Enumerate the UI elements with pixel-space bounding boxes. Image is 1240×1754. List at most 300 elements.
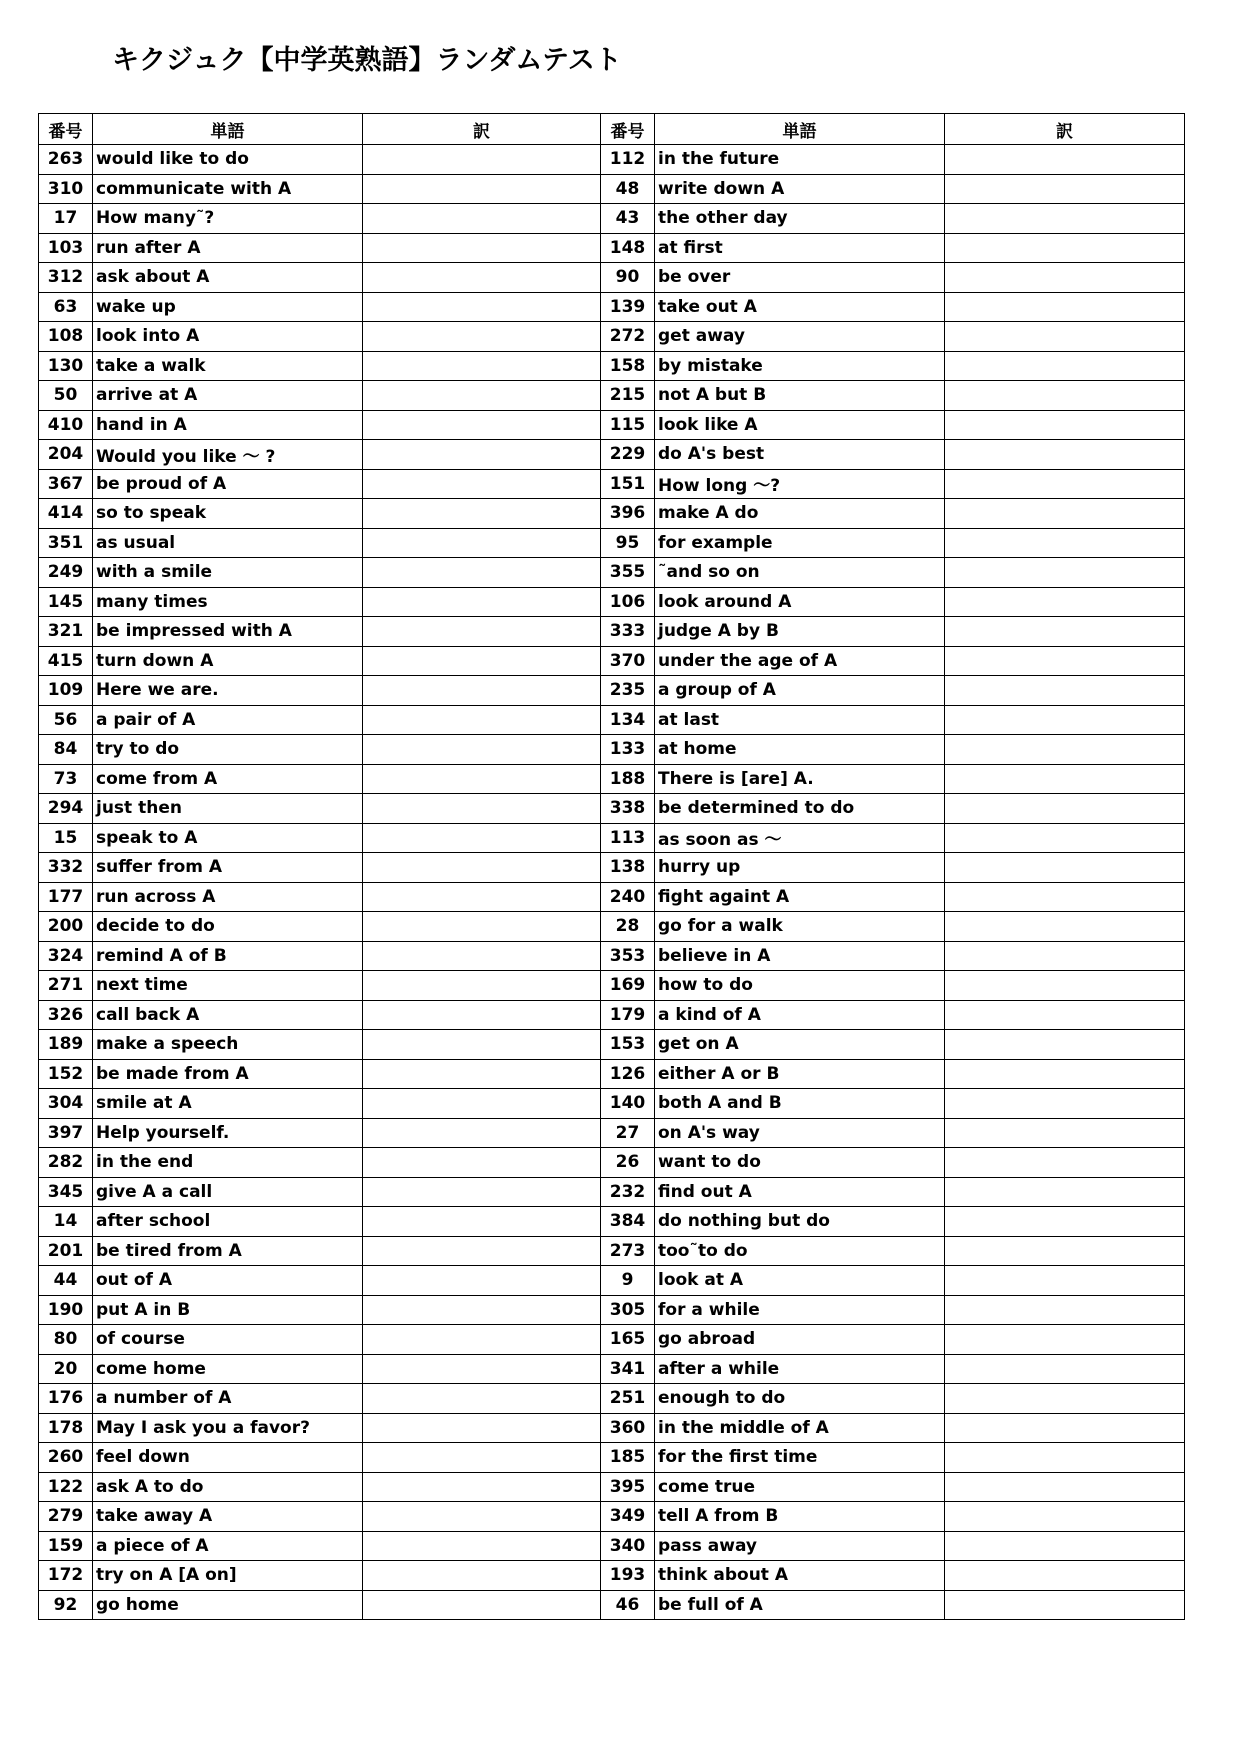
right-translation-cell[interactable] — [945, 1177, 1185, 1207]
right-number-cell: 140 — [601, 1089, 655, 1119]
left-number-cell: 20 — [39, 1354, 93, 1384]
left-number-cell: 14 — [39, 1207, 93, 1237]
right-phrase-cell: make A do — [655, 499, 945, 529]
left-number-cell: 159 — [39, 1531, 93, 1561]
left-phrase-cell: would like to do — [93, 145, 363, 175]
left-translation-cell[interactable] — [363, 351, 601, 381]
right-translation-cell[interactable] — [945, 233, 1185, 263]
right-translation-cell[interactable] — [945, 912, 1185, 942]
header-word-right: 単語 — [655, 114, 945, 145]
left-phrase-cell: be made from A — [93, 1059, 363, 1089]
right-number-cell: 148 — [601, 233, 655, 263]
right-translation-cell[interactable] — [945, 1089, 1185, 1119]
table-row — [39, 853, 1185, 883]
left-number-cell: 410 — [39, 410, 93, 440]
left-phrase-cell: Help yourself. — [93, 1118, 363, 1148]
left-number-cell: 190 — [39, 1295, 93, 1325]
left-phrase-cell: smile at A — [93, 1089, 363, 1119]
right-translation-cell[interactable] — [945, 1590, 1185, 1620]
left-translation-cell[interactable] — [363, 381, 601, 411]
right-number-cell: 240 — [601, 882, 655, 912]
right-translation-cell[interactable] — [945, 558, 1185, 588]
table-row — [39, 1384, 1185, 1414]
right-translation-cell[interactable] — [945, 1059, 1185, 1089]
left-translation-cell[interactable] — [363, 882, 601, 912]
left-phrase-cell: communicate with A — [93, 174, 363, 204]
left-number-cell: 345 — [39, 1177, 93, 1207]
right-translation-cell[interactable] — [945, 705, 1185, 735]
right-phrase-cell: in the future — [655, 145, 945, 175]
left-phrase-cell: wake up — [93, 292, 363, 322]
left-translation-cell[interactable] — [363, 1148, 601, 1178]
header-number-right: 番号 — [601, 114, 655, 145]
table-row — [39, 1443, 1185, 1473]
left-number-cell: 332 — [39, 853, 93, 883]
right-number-cell: 158 — [601, 351, 655, 381]
right-translation-cell[interactable] — [945, 1118, 1185, 1148]
right-phrase-cell: either A or B — [655, 1059, 945, 1089]
right-number-cell: 185 — [601, 1443, 655, 1473]
right-number-cell: 95 — [601, 528, 655, 558]
right-translation-cell[interactable] — [945, 1295, 1185, 1325]
left-translation-cell[interactable] — [363, 1502, 601, 1532]
left-number-cell: 109 — [39, 676, 93, 706]
left-translation-cell[interactable] — [363, 1531, 601, 1561]
table-row — [39, 351, 1185, 381]
table-row — [39, 1177, 1185, 1207]
left-phrase-cell: call back A — [93, 1000, 363, 1030]
left-phrase-cell: try to do — [93, 735, 363, 765]
left-number-cell: 200 — [39, 912, 93, 942]
left-phrase-cell: come home — [93, 1354, 363, 1384]
table-row — [39, 1472, 1185, 1502]
right-phrase-cell: believe in A — [655, 941, 945, 971]
left-translation-cell[interactable] — [363, 823, 601, 853]
left-translation-cell[interactable] — [363, 853, 601, 883]
right-translation-cell[interactable] — [945, 410, 1185, 440]
left-translation-cell[interactable] — [363, 1118, 601, 1148]
right-translation-cell[interactable] — [945, 882, 1185, 912]
right-translation-cell[interactable] — [945, 735, 1185, 765]
left-number-cell: 178 — [39, 1413, 93, 1443]
right-translation-cell[interactable] — [945, 853, 1185, 883]
page-title: キクジュク【中学英熟語】ランダムテスト — [112, 45, 622, 76]
right-number-cell: 115 — [601, 410, 655, 440]
vocabulary-test-table — [38, 113, 1185, 1620]
right-phrase-cell: ˜and so on — [655, 558, 945, 588]
table-row — [39, 941, 1185, 971]
right-translation-cell[interactable] — [945, 1000, 1185, 1030]
left-translation-cell[interactable] — [363, 764, 601, 794]
right-number-cell: 353 — [601, 941, 655, 971]
left-translation-cell[interactable] — [363, 1295, 601, 1325]
left-translation-cell[interactable] — [363, 1443, 601, 1473]
right-phrase-cell: get on A — [655, 1030, 945, 1060]
right-number-cell: 360 — [601, 1413, 655, 1443]
table-row — [39, 823, 1185, 853]
table-row — [39, 1354, 1185, 1384]
table-row — [39, 499, 1185, 529]
right-number-cell: 305 — [601, 1295, 655, 1325]
right-number-cell: 43 — [601, 204, 655, 234]
right-translation-cell[interactable] — [945, 941, 1185, 971]
left-number-cell: 84 — [39, 735, 93, 765]
right-translation-cell[interactable] — [945, 676, 1185, 706]
right-phrase-cell: after a while — [655, 1354, 945, 1384]
left-number-cell: 17 — [39, 204, 93, 234]
left-translation-cell[interactable] — [363, 292, 601, 322]
left-translation-cell[interactable] — [363, 1059, 601, 1089]
left-number-cell: 63 — [39, 292, 93, 322]
left-number-cell: 414 — [39, 499, 93, 529]
right-phrase-cell: for example — [655, 528, 945, 558]
right-phrase-cell: too˜to do — [655, 1236, 945, 1266]
right-translation-cell[interactable] — [945, 292, 1185, 322]
right-translation-cell[interactable] — [945, 1030, 1185, 1060]
table-row — [39, 263, 1185, 293]
right-phrase-cell: How long ～? — [655, 469, 945, 499]
left-phrase-cell: arrive at A — [93, 381, 363, 411]
right-number-cell: 9 — [601, 1266, 655, 1296]
left-phrase-cell: a pair of A — [93, 705, 363, 735]
left-translation-cell[interactable] — [363, 1030, 601, 1060]
right-phrase-cell: find out A — [655, 1177, 945, 1207]
right-translation-cell[interactable] — [945, 1561, 1185, 1591]
table-row — [39, 174, 1185, 204]
right-phrase-cell: for a while — [655, 1295, 945, 1325]
table-row — [39, 1413, 1185, 1443]
right-translation-cell[interactable] — [945, 587, 1185, 617]
right-number-cell: 370 — [601, 646, 655, 676]
left-translation-cell[interactable] — [363, 1177, 601, 1207]
table-row — [39, 292, 1185, 322]
right-number-cell: 272 — [601, 322, 655, 352]
left-translation-cell[interactable] — [363, 263, 601, 293]
left-number-cell: 249 — [39, 558, 93, 588]
left-translation-cell[interactable] — [363, 1000, 601, 1030]
right-translation-cell[interactable] — [945, 1384, 1185, 1414]
left-number-cell: 204 — [39, 440, 93, 470]
left-translation-cell[interactable] — [363, 794, 601, 824]
right-translation-cell[interactable] — [945, 1236, 1185, 1266]
right-translation-cell[interactable] — [945, 1472, 1185, 1502]
left-phrase-cell: ask A to do — [93, 1472, 363, 1502]
left-number-cell: 80 — [39, 1325, 93, 1355]
right-phrase-cell: judge A by B — [655, 617, 945, 647]
table-row — [39, 912, 1185, 942]
right-phrase-cell: be over — [655, 263, 945, 293]
left-phrase-cell: of course — [93, 1325, 363, 1355]
right-translation-cell[interactable] — [945, 1354, 1185, 1384]
right-number-cell: 179 — [601, 1000, 655, 1030]
left-phrase-cell: go home — [93, 1590, 363, 1620]
right-number-cell: 26 — [601, 1148, 655, 1178]
left-phrase-cell: be impressed with A — [93, 617, 363, 647]
right-translation-cell[interactable] — [945, 823, 1185, 853]
left-number-cell: 351 — [39, 528, 93, 558]
right-translation-cell[interactable] — [945, 971, 1185, 1001]
right-number-cell: 133 — [601, 735, 655, 765]
table-row — [39, 882, 1185, 912]
table-row — [39, 145, 1185, 175]
right-number-cell: 251 — [601, 1384, 655, 1414]
left-translation-cell[interactable] — [363, 528, 601, 558]
left-number-cell: 271 — [39, 971, 93, 1001]
left-number-cell: 282 — [39, 1148, 93, 1178]
left-translation-cell[interactable] — [363, 1266, 601, 1296]
right-number-cell: 215 — [601, 381, 655, 411]
right-translation-cell[interactable] — [945, 1502, 1185, 1532]
table-row — [39, 1207, 1185, 1237]
left-phrase-cell: make a speech — [93, 1030, 363, 1060]
table-row — [39, 705, 1185, 735]
left-phrase-cell: decide to do — [93, 912, 363, 942]
right-number-cell: 395 — [601, 1472, 655, 1502]
table-row — [39, 322, 1185, 352]
right-translation-cell[interactable] — [945, 322, 1185, 352]
left-number-cell: 44 — [39, 1266, 93, 1296]
table-row — [39, 1266, 1185, 1296]
left-phrase-cell: just then — [93, 794, 363, 824]
right-phrase-cell: do nothing but do — [655, 1207, 945, 1237]
left-translation-cell[interactable] — [363, 204, 601, 234]
right-translation-cell[interactable] — [945, 499, 1185, 529]
left-translation-cell[interactable] — [363, 1590, 601, 1620]
left-number-cell: 92 — [39, 1590, 93, 1620]
table-row — [39, 1000, 1185, 1030]
left-phrase-cell: after school — [93, 1207, 363, 1237]
right-translation-cell[interactable] — [945, 1148, 1185, 1178]
table-row — [39, 469, 1185, 499]
left-phrase-cell: feel down — [93, 1443, 363, 1473]
left-phrase-cell: run across A — [93, 882, 363, 912]
right-translation-cell[interactable] — [945, 263, 1185, 293]
left-phrase-cell: give A a call — [93, 1177, 363, 1207]
right-phrase-cell: hurry up — [655, 853, 945, 883]
left-translation-cell[interactable] — [363, 676, 601, 706]
table-row — [39, 1236, 1185, 1266]
right-number-cell: 355 — [601, 558, 655, 588]
right-phrase-cell: by mistake — [655, 351, 945, 381]
table-row — [39, 528, 1185, 558]
right-number-cell: 188 — [601, 764, 655, 794]
left-translation-cell[interactable] — [363, 440, 601, 470]
left-number-cell: 304 — [39, 1089, 93, 1119]
right-translation-cell[interactable] — [945, 440, 1185, 470]
table-row — [39, 233, 1185, 263]
right-translation-cell[interactable] — [945, 646, 1185, 676]
left-number-cell: 103 — [39, 233, 93, 263]
left-translation-cell[interactable] — [363, 941, 601, 971]
left-number-cell: 130 — [39, 351, 93, 381]
left-translation-cell[interactable] — [363, 322, 601, 352]
right-number-cell: 235 — [601, 676, 655, 706]
table-row — [39, 440, 1185, 470]
right-number-cell: 113 — [601, 823, 655, 853]
right-phrase-cell: take out A — [655, 292, 945, 322]
left-translation-cell[interactable] — [363, 469, 601, 499]
right-translation-cell[interactable] — [945, 174, 1185, 204]
left-number-cell: 176 — [39, 1384, 93, 1414]
left-translation-cell[interactable] — [363, 1354, 601, 1384]
left-translation-cell[interactable] — [363, 499, 601, 529]
header-number-left: 番号 — [39, 114, 93, 145]
left-translation-cell[interactable] — [363, 735, 601, 765]
left-number-cell: 294 — [39, 794, 93, 824]
right-translation-cell[interactable] — [945, 1443, 1185, 1473]
left-number-cell: 260 — [39, 1443, 93, 1473]
left-number-cell: 50 — [39, 381, 93, 411]
left-translation-cell[interactable] — [363, 1089, 601, 1119]
table-row — [39, 1561, 1185, 1591]
right-number-cell: 48 — [601, 174, 655, 204]
right-phrase-cell: in the middle of A — [655, 1413, 945, 1443]
right-phrase-cell: want to do — [655, 1148, 945, 1178]
left-translation-cell[interactable] — [363, 233, 601, 263]
right-translation-cell[interactable] — [945, 794, 1185, 824]
right-phrase-cell: as soon as ～ — [655, 823, 945, 853]
left-phrase-cell: suffer from A — [93, 853, 363, 883]
left-phrase-cell: in the end — [93, 1148, 363, 1178]
left-number-cell: 312 — [39, 263, 93, 293]
table-row — [39, 1295, 1185, 1325]
right-translation-cell[interactable] — [945, 204, 1185, 234]
left-phrase-cell: put A in B — [93, 1295, 363, 1325]
left-translation-cell[interactable] — [363, 558, 601, 588]
right-number-cell: 341 — [601, 1354, 655, 1384]
left-number-cell: 310 — [39, 174, 93, 204]
left-phrase-cell: as usual — [93, 528, 363, 558]
left-translation-cell[interactable] — [363, 174, 601, 204]
right-number-cell: 384 — [601, 1207, 655, 1237]
right-number-cell: 349 — [601, 1502, 655, 1532]
left-number-cell: 108 — [39, 322, 93, 352]
left-phrase-cell: How many˜? — [93, 204, 363, 234]
right-phrase-cell: both A and B — [655, 1089, 945, 1119]
right-number-cell: 169 — [601, 971, 655, 1001]
right-translation-cell[interactable] — [945, 1413, 1185, 1443]
right-translation-cell[interactable] — [945, 764, 1185, 794]
left-number-cell: 152 — [39, 1059, 93, 1089]
right-phrase-cell: tell A from B — [655, 1502, 945, 1532]
right-number-cell: 193 — [601, 1561, 655, 1591]
header-translation-left: 訳 — [363, 114, 601, 145]
table-row — [39, 794, 1185, 824]
left-phrase-cell: so to speak — [93, 499, 363, 529]
left-translation-cell[interactable] — [363, 705, 601, 735]
left-translation-cell[interactable] — [363, 1325, 601, 1355]
right-number-cell: 134 — [601, 705, 655, 735]
table-row — [39, 1118, 1185, 1148]
left-phrase-cell: speak to A — [93, 823, 363, 853]
left-translation-cell[interactable] — [363, 1413, 601, 1443]
right-phrase-cell: at home — [655, 735, 945, 765]
right-translation-cell[interactable] — [945, 145, 1185, 175]
right-phrase-cell: look like A — [655, 410, 945, 440]
right-translation-cell[interactable] — [945, 469, 1185, 499]
right-number-cell: 46 — [601, 1590, 655, 1620]
right-phrase-cell: pass away — [655, 1531, 945, 1561]
left-number-cell: 201 — [39, 1236, 93, 1266]
left-translation-cell[interactable] — [363, 410, 601, 440]
left-translation-cell[interactable] — [363, 1561, 601, 1591]
left-translation-cell[interactable] — [363, 617, 601, 647]
right-translation-cell[interactable] — [945, 1325, 1185, 1355]
right-phrase-cell: at first — [655, 233, 945, 263]
table-row — [39, 1089, 1185, 1119]
left-number-cell: 15 — [39, 823, 93, 853]
right-phrase-cell: There is [are] A. — [655, 764, 945, 794]
left-phrase-cell: a piece of A — [93, 1531, 363, 1561]
table-row — [39, 646, 1185, 676]
right-phrase-cell: a kind of A — [655, 1000, 945, 1030]
left-translation-cell[interactable] — [363, 971, 601, 1001]
right-number-cell: 333 — [601, 617, 655, 647]
left-translation-cell[interactable] — [363, 912, 601, 942]
left-translation-cell[interactable] — [363, 145, 601, 175]
table-row — [39, 1325, 1185, 1355]
right-translation-cell[interactable] — [945, 1531, 1185, 1561]
right-number-cell: 28 — [601, 912, 655, 942]
left-phrase-cell: be tired from A — [93, 1236, 363, 1266]
right-phrase-cell: under the age of A — [655, 646, 945, 676]
left-phrase-cell: May I ask you a favor? — [93, 1413, 363, 1443]
right-translation-cell[interactable] — [945, 1207, 1185, 1237]
left-translation-cell[interactable] — [363, 1472, 601, 1502]
left-number-cell: 415 — [39, 646, 93, 676]
right-number-cell: 27 — [601, 1118, 655, 1148]
right-number-cell: 232 — [601, 1177, 655, 1207]
left-number-cell: 263 — [39, 145, 93, 175]
left-phrase-cell: out of A — [93, 1266, 363, 1296]
right-translation-cell[interactable] — [945, 351, 1185, 381]
right-translation-cell[interactable] — [945, 381, 1185, 411]
left-number-cell: 56 — [39, 705, 93, 735]
right-translation-cell[interactable] — [945, 617, 1185, 647]
left-number-cell: 279 — [39, 1502, 93, 1532]
left-phrase-cell: a number of A — [93, 1384, 363, 1414]
right-number-cell: 153 — [601, 1030, 655, 1060]
header-word-left: 単語 — [93, 114, 363, 145]
left-phrase-cell: next time — [93, 971, 363, 1001]
table-row — [39, 1059, 1185, 1089]
table-row — [39, 764, 1185, 794]
table-row — [39, 1030, 1185, 1060]
left-translation-cell[interactable] — [363, 1236, 601, 1266]
left-translation-cell[interactable] — [363, 1207, 601, 1237]
right-phrase-cell: fight againt A — [655, 882, 945, 912]
right-number-cell: 139 — [601, 292, 655, 322]
right-phrase-cell: how to do — [655, 971, 945, 1001]
right-number-cell: 126 — [601, 1059, 655, 1089]
right-phrase-cell: come true — [655, 1472, 945, 1502]
left-translation-cell[interactable] — [363, 587, 601, 617]
left-translation-cell[interactable] — [363, 1384, 601, 1414]
left-phrase-cell: remind A of B — [93, 941, 363, 971]
header-row — [39, 114, 1185, 145]
left-phrase-cell: Here we are. — [93, 676, 363, 706]
right-phrase-cell: look at A — [655, 1266, 945, 1296]
table-row — [39, 410, 1185, 440]
right-translation-cell[interactable] — [945, 1266, 1185, 1296]
table-row — [39, 617, 1185, 647]
right-translation-cell[interactable] — [945, 528, 1185, 558]
left-translation-cell[interactable] — [363, 646, 601, 676]
left-phrase-cell: with a smile — [93, 558, 363, 588]
right-number-cell: 90 — [601, 263, 655, 293]
right-number-cell: 165 — [601, 1325, 655, 1355]
right-number-cell: 112 — [601, 145, 655, 175]
